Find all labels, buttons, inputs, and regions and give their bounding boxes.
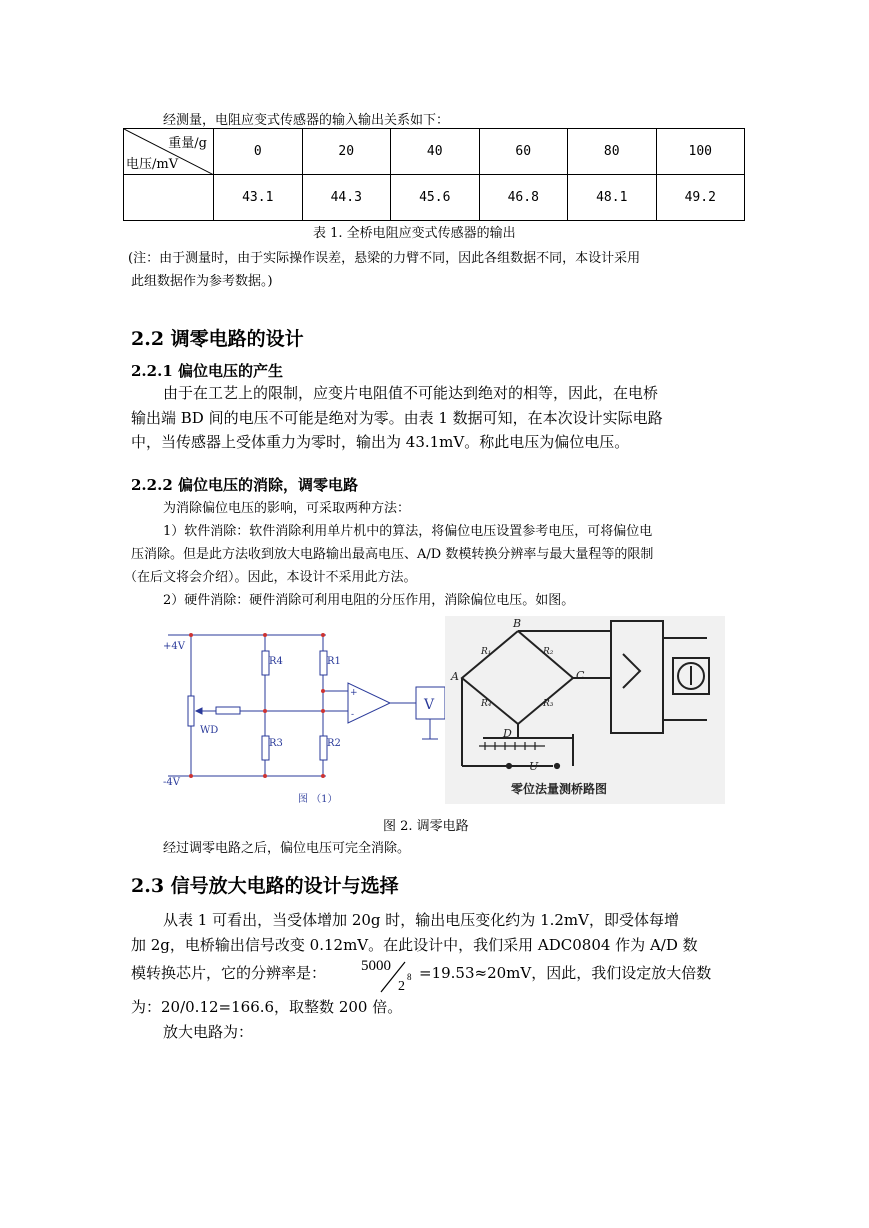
table-row (124, 129, 745, 175)
paragraph-line: 从表 1 可看出，当受体增加 20g 时，输出电压变化约为 1.2mV，即受体每增 (163, 911, 679, 929)
paragraph-line: 模转换芯片，它的分辨率是： (131, 964, 327, 982)
voltage-cell: 45.6 (391, 175, 480, 221)
figure-1-label: 图 （1） (298, 794, 338, 805)
node-a-label: A (451, 670, 459, 683)
op-plus-label: + (350, 688, 358, 698)
table-caption: 表 1. 全桥电阻应变式传感器的输出 (313, 226, 516, 241)
voltage-cell: 48.1 (568, 175, 657, 221)
table-header-cell (124, 129, 214, 175)
section-heading-2-2-2: 2.2.2 偏位电压的消除，调零电路 (131, 476, 358, 494)
weight-cell: 0 (214, 129, 303, 175)
weight-cell: 60 (479, 129, 568, 175)
weight-cell: 100 (656, 129, 745, 175)
fraction-denominator: 2 (398, 979, 405, 994)
sensor-output-table (123, 128, 745, 221)
bridge-r1-label: R₁ (481, 647, 492, 657)
bridge-r3-label: R₃ (543, 699, 554, 709)
paragraph-line: 压消除。但是此方法收到放大电路输出最高电压、A/D 数模转换分辨率与最大量程等的限制 (131, 547, 654, 562)
zero-position-bridge-diagram (445, 616, 725, 804)
resolution-fraction (361, 956, 419, 996)
fraction-numerator: 5000 (361, 958, 391, 974)
r1-label: R1 (327, 656, 341, 667)
section-heading-2-2-1: 2.2.1 偏位电压的产生 (131, 362, 283, 380)
zero-adjust-circuit-diagram (160, 625, 445, 810)
header-weight: 重量/g (168, 136, 207, 151)
voltage-cell: 49.2 (656, 175, 745, 221)
figure-2-caption: 图 2. 调零电路 (383, 819, 469, 834)
paragraph-line: 为消除偏位电压的影响，可采取两种方法： (163, 501, 411, 516)
paragraph-line: 放大电路为： (163, 1023, 254, 1041)
bridge-caption: 零位法量测桥路图 (511, 782, 608, 796)
weight-cell: 40 (391, 129, 480, 175)
voltage-cell: 44.3 (302, 175, 391, 221)
minus-4v-label: -4V (163, 777, 180, 788)
empty-cell (124, 175, 214, 221)
node-c-label: C (576, 669, 585, 682)
section-heading-2-2: 2.2 调零电路的设计 (131, 328, 304, 350)
fraction-exponent: 8 (407, 972, 412, 982)
r3-label: R3 (269, 738, 283, 749)
table-row (124, 175, 745, 221)
node-b-label: B (513, 617, 522, 630)
paragraph-line: 输出端 BD 间的电压不可能是绝对为零。由表 1 数据可知，在本次设计实际电路 (131, 409, 663, 427)
paragraph-line: 经过调零电路之后，偏位电压可完全消除。 (163, 841, 411, 856)
paragraph-line: 中，当传感器上受体重力为零时，输出为 43.1mV。称此电压为偏位电压。 (131, 433, 630, 451)
weight-cell: 80 (568, 129, 657, 175)
paragraph-line: 加 2g，电桥输出信号改变 0.12mV。在此设计中，我们采用 ADC0804 作为 A/D 数 (131, 936, 698, 954)
paragraph-line: 2）硬件消除：硬件消除可利用电阻的分压作用，消除偏位电压。如图。 (163, 593, 575, 608)
r4-label: R4 (269, 656, 283, 667)
bridge-r4-label: R₄ (481, 699, 492, 709)
bridge-r2-label: R₂ (543, 647, 554, 657)
paragraph-line: 1）软件消除：软件消除利用单片机中的算法，将偏位电压设置参考电压，可将偏位电 (163, 524, 653, 539)
voltage-cell: 43.1 (214, 175, 303, 221)
note-line-1: (注：由于测量时，由于实际操作误差，悬梁的力臂不同，因此各组数据不同，本设计采用 (128, 251, 641, 266)
header-voltage: 电压/mV (126, 157, 179, 172)
voltage-cell: 46.8 (479, 175, 568, 221)
intro-text: 经测量，电阻应变式传感器的输入输出关系如下： (163, 113, 450, 128)
paragraph-line: （在后文将会介绍）。因此，本设计不采用此方法。 (124, 570, 417, 585)
voltmeter-label: V (424, 697, 435, 713)
r2-label: R2 (327, 738, 341, 749)
paragraph-line: 由于在工艺上的限制，应变片电阻值不可能达到绝对的相等，因此，在电桥 (163, 384, 659, 402)
paragraph-line: =19.53≈20mV，因此，我们设定放大倍数 (419, 964, 712, 982)
paragraph-line: 为：20/0.12=166.6，取整数 200 倍。 (131, 998, 403, 1016)
note-line-2: 此组数据作为参考数据。) (131, 274, 273, 289)
section-heading-2-3: 2.3 信号放大电路的设计与选择 (131, 875, 399, 897)
op-minus-label: - (351, 710, 355, 720)
plus-4v-label: +4V (163, 641, 185, 652)
weight-cell: 20 (302, 129, 391, 175)
u-label: U (529, 760, 539, 773)
wd-label: WD (200, 725, 219, 736)
node-d-label: D (503, 727, 512, 740)
